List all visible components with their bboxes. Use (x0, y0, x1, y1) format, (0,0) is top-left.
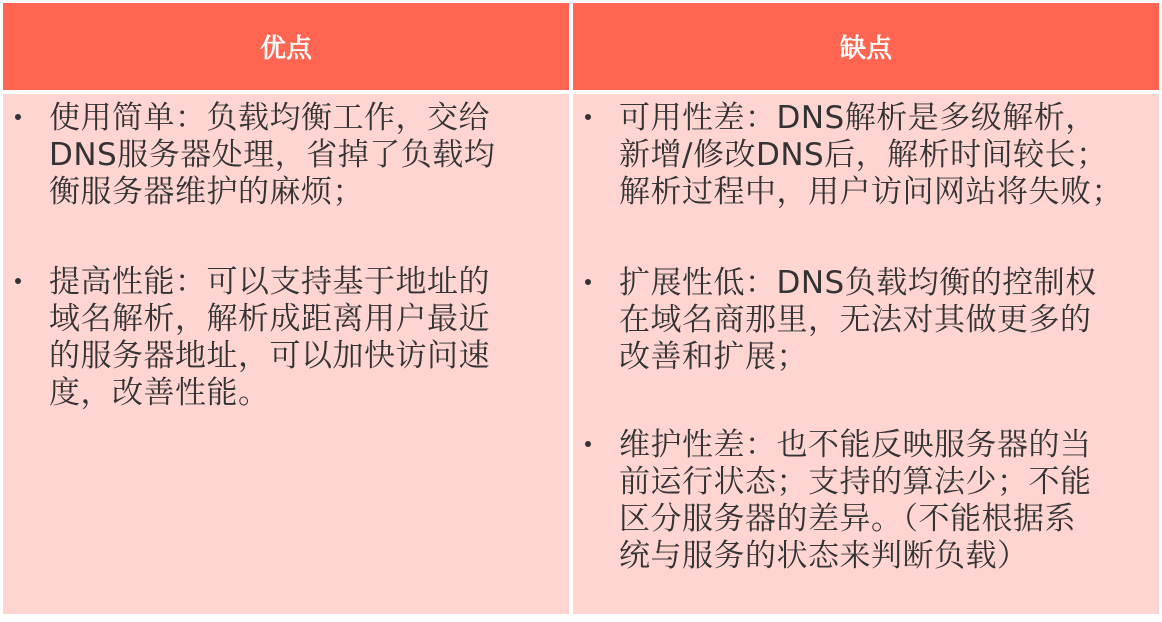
cons-item (619, 265, 1159, 376)
cons-item (619, 427, 1159, 575)
pros-item-line: 域名解析，解析成距离用户最近 (49, 301, 490, 337)
cons-item-line: 改善和扩展； (619, 339, 808, 375)
cons-header-label: 缺点 (839, 34, 892, 64)
pros-item-line: 的服务器地址，可以加快访问速 (49, 338, 490, 374)
cons-item-line: 扩展性低：DNS负载均衡的控制权 (619, 265, 1097, 301)
pros-header (3, 3, 569, 90)
cons-item-line: 新增/修改DNS后，解析时间较长； (619, 137, 1108, 173)
pros-item-line: 提高性能：可以支持基于地址的 (49, 264, 490, 300)
bullet-icon (15, 278, 21, 284)
cons-item-line: 在域名商那里，无法对其做更多的 (619, 302, 1092, 338)
bullet-icon (15, 114, 21, 120)
pros-item-line: DNS服务器处理，省掉了负载均 (49, 137, 496, 173)
pros-cell (3, 94, 569, 614)
cons-header (573, 3, 1159, 90)
bullet-icon (585, 279, 591, 285)
pros-item-line: 度，改善性能。 (49, 375, 270, 411)
cons-item-line: 可用性差：DNS解析是多级解析， (619, 100, 1097, 136)
pros-item (49, 264, 549, 412)
cons-item-line: 前运行状态；支持的算法少；不能 (619, 464, 1092, 500)
pros-item-line: 衡服务器维护的麻烦； (49, 174, 364, 210)
pros-item (49, 100, 549, 211)
cons-item-line: 统与服务的状态来判断负载） (619, 538, 1029, 574)
cons-item-line: 解析过程中，用户访问网站将失败； (619, 174, 1123, 210)
cons-cell (573, 94, 1159, 614)
pros-cons-table (3, 3, 1159, 614)
cons-item-line: 区分服务器的差异。（不能根据系 (619, 501, 1076, 537)
bullet-icon (585, 114, 591, 120)
bullet-icon (585, 441, 591, 447)
pros-item-line: 使用简单：负载均衡工作，交给 (49, 100, 490, 136)
cons-item-line: 维护性差：也不能反映服务器的当 (619, 427, 1092, 463)
cons-item (619, 100, 1159, 211)
pros-header-label: 优点 (259, 34, 312, 64)
